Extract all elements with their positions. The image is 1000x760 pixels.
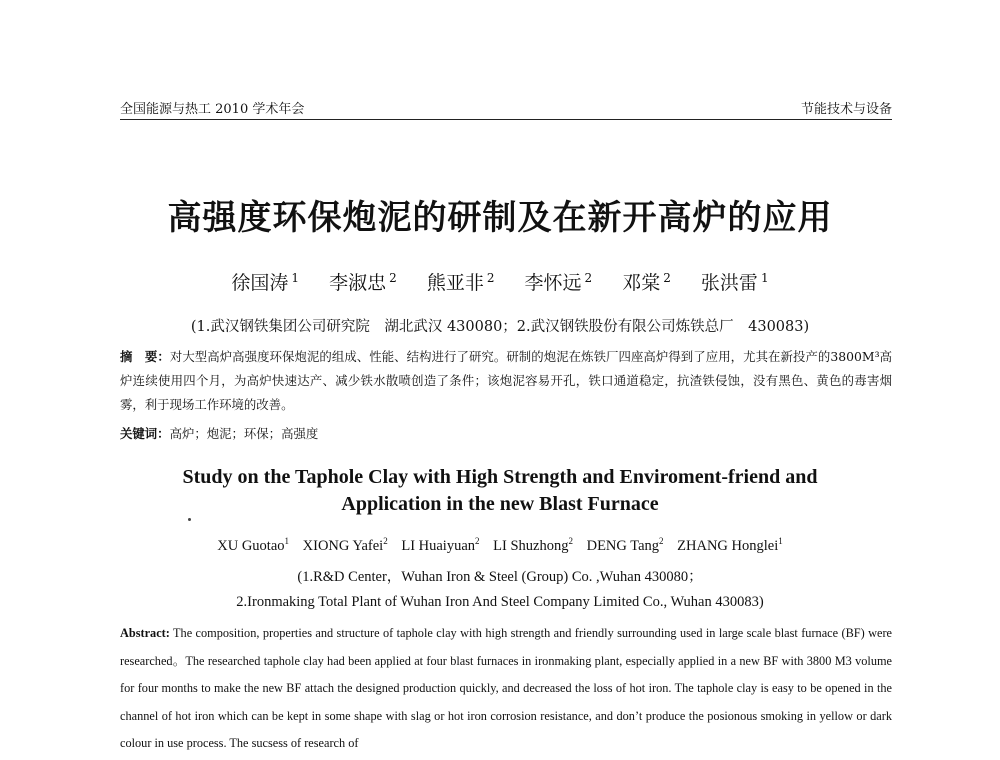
header-conference: 全国能源与热工 2010 学术年会 (120, 102, 305, 117)
author-cn: 徐国涛 $^1$ (231, 270, 300, 294)
author-cn: 邓棠 $^2$ (622, 270, 671, 294)
keywords-cn-text: 高炉；炮泥；环保；高强度 (169, 426, 319, 441)
paper-title-en-line2: Application in the new Blast Furnace (341, 493, 659, 515)
keywords-cn (120, 424, 892, 444)
abstract-cn-label: 摘 要： (120, 349, 170, 364)
author-cn: 张洪雷 $^1$ (700, 270, 769, 294)
paper-title-cn: 高强度环保炮泥的研制及在新开高炉的应用 (167, 198, 833, 238)
author-en: XU Guotao$^1$ (217, 536, 290, 554)
paper-title-en (0, 464, 1000, 518)
affiliation-en-line1: (1.R&D Center，Wuhan Iron & Steel (Group) Co. ,Wuhan 430080； (297, 569, 703, 585)
affiliation-en-line2: 2.Ironmaking Total Plant of Wuhan Iron And Steel Company Limited Co., Wuhan 430083) (236, 594, 764, 610)
keywords-cn-label: 关键词： (120, 426, 170, 441)
author-en: DENG Tang$^2$ (586, 536, 664, 554)
affiliation-en (0, 565, 1000, 615)
author-en: LI Shuzhong$^2$ (493, 536, 573, 554)
author-en: ZHANG Honglei$^1$ (677, 536, 783, 554)
affiliation-cn: (1.武汉钢铁集团公司研究院 湖北武汉 430080；2.武汉钢铁股份有限公司炼铁总厂 430083) (190, 319, 810, 335)
scan-speck (188, 518, 191, 521)
abstract-en (120, 620, 892, 758)
author-cn: 熊亚非 $^2$ (426, 270, 495, 294)
abstract-en-text: The composition, properties and structure of taphole clay with high strength and friendly surrounding used in large scale blast furnace (BF) were researched。The researched taphole clay had been applied at four blast furnaces in ironmaking plant, especially applied in a new BF with 3800 M3 volume for four months to make the new BF attach the designed production quickly, and decreased the loss of hot iron. The taphole clay is easy to be opened in the channel of hot iron which can be kept in some shape with slag or hot iron corrosion resistance, and don’t produce the posionous smoking in yellow or dark colour in use process. The sucsess of research of (120, 626, 892, 750)
author-list-cn (0, 268, 1000, 295)
running-header (120, 98, 892, 120)
author-list-en (0, 536, 1000, 555)
author-en: XIONG Yafei$^2$ (302, 536, 388, 554)
abstract-en-label: Abstract: (120, 626, 170, 640)
author-cn: 李淑忠 $^2$ (329, 270, 397, 294)
author-cn: 李怀远 $^2$ (524, 270, 593, 294)
header-section: 节能技术与设备 (800, 102, 892, 117)
abstract-cn-text: 对大型高炉高强度环保炮泥的组成、性能、结构进行了研究。研制的炮泥在炼铁厂四座高炉得到了应用，尤其在新投产的3800M³高炉连续使用四个月，为高炉快速达产、减少铁水散喷创造了条件；该炮泥容易开孔，铁口通道稳定，抗渣铁侵蚀，没有黑色、黄色的毒害烟雾，利于现场工作环境的改善。 (120, 349, 893, 412)
author-en: LI Huaiyuan$^2$ (401, 536, 480, 554)
abstract-cn (120, 345, 892, 417)
paper-title-en-line1: Study on the Taphole Clay with High Strength and Enviroment-friend and (182, 466, 818, 488)
